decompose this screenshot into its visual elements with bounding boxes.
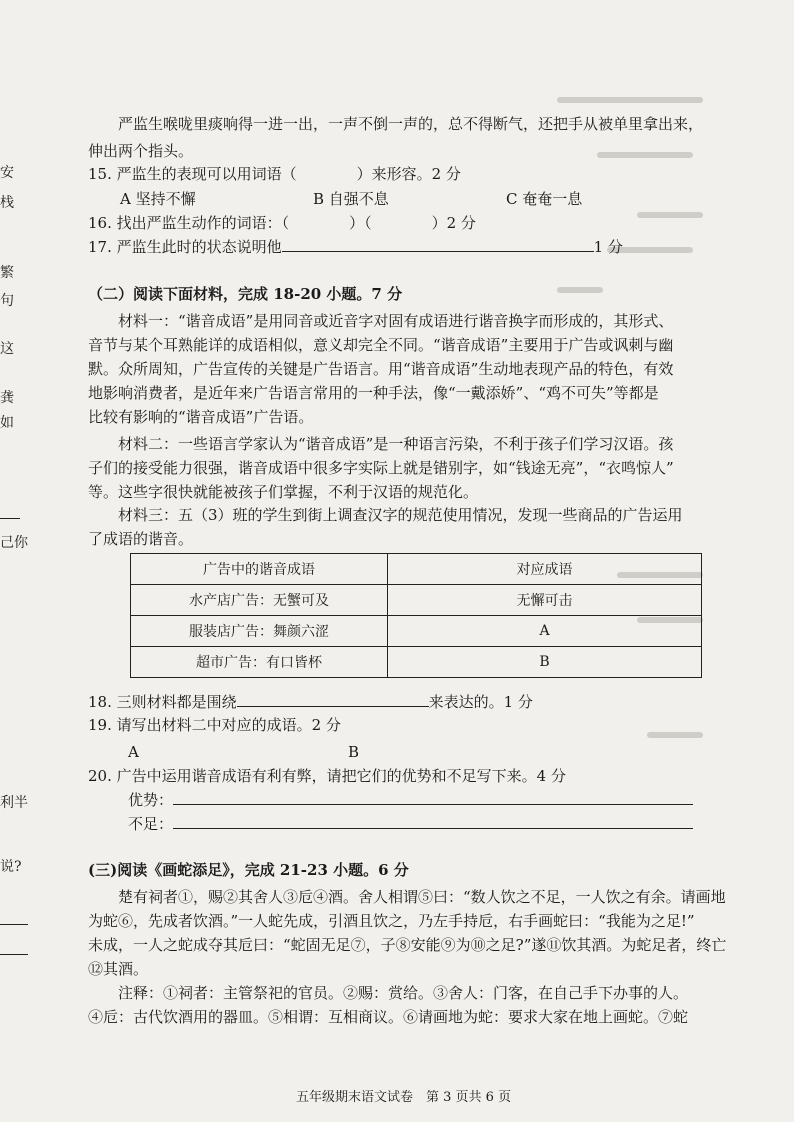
material-2-line: 等。这些字很快就能被孩子们掌握，不利于汉语的规范化。 [88, 483, 479, 501]
passage-line: 伸出两个指头。 [88, 142, 194, 160]
classical-text-line: 为蛇⑥，先成者饮酒。”一人蛇先成，引酒且饮之，乃左手持卮，右手画蛇曰：“我能为之足!” [88, 912, 695, 930]
material-2-line: 子们的接受能力很强，谐音成语中很多字实际上就是错别字，如“钱途无亮”，“衣鸣惊人” [88, 459, 674, 477]
table-cell: 服装店广告：舞颜六涩 [131, 616, 388, 647]
margin-fragment: 龚 [0, 390, 14, 406]
q20-advantage-row [128, 789, 693, 811]
material-2-line: 材料二：一些语言学家认为“谐音成语”是一种语言污染，不利于孩子们学习汉语。孩 [118, 435, 674, 453]
question-20: 20. 广告中运用谐音成语有利有弊，请把它们的优势和不足写下来。4 分 [88, 767, 566, 785]
q18-score: 来表达的。1 分 [428, 693, 533, 711]
material-3-line: 材料三：五（3）班的学生到街上调查汉字的规范使用情况，发现一些商品的广告运用 [118, 506, 683, 524]
notes-line: ④卮：古代饮酒用的器皿。⑤相谓：互相商议。⑥请画地为蛇：要求大家在地上画蛇。⑦蛇 [88, 1008, 689, 1026]
q20-advantage-blank[interactable] [173, 789, 693, 805]
margin-fragment: 说? [0, 859, 22, 875]
material-3-line: 了成语的谐音。 [88, 530, 194, 548]
question-17 [88, 236, 623, 258]
table-row [131, 647, 702, 678]
table-header: 广告中的谐音成语 [131, 554, 388, 585]
material-1-line: 比较有影响的“谐音成语”广告语。 [88, 408, 314, 426]
q15-option-b: B 自强不息 [313, 190, 389, 208]
margin-fragment: 己你 [0, 535, 28, 551]
table-row [131, 616, 702, 647]
q18-prompt: 18. 三则材料都是围绕 [88, 693, 237, 711]
margin-fragment: 安 [0, 165, 14, 181]
table-cell: B [388, 647, 702, 678]
notes-line: 注释：①祠者：主管祭祀的官员。②赐：赏给。③舍人：门客，在自己手下办事的人。 [118, 984, 689, 1002]
q17-answer-blank[interactable] [282, 236, 594, 252]
table-cell: 水产店广告：无蟹可及 [131, 585, 388, 616]
q15-option-c: C 奄奄一息 [506, 190, 583, 208]
material-1-line: 默。众所周知，广告宣传的关键是广告语言。用“谐音成语”生动地表现产品的特色，有效 [88, 360, 674, 378]
q19-blank-a[interactable]: A [128, 743, 139, 761]
question-15: 15. 严监生的表现可以用词语（ ）来形容。2 分 [88, 165, 461, 183]
classical-text-line: ⑫其酒。 [88, 960, 149, 978]
margin-rule [0, 954, 28, 955]
q19-blank-b[interactable]: B [348, 743, 360, 761]
table-header: 对应成语 [388, 554, 702, 585]
advert-idiom-table [130, 553, 702, 678]
margin-fragment: 利半 [0, 795, 28, 811]
table-cell: A [388, 616, 702, 647]
q20-advantage-label: 优势： [128, 791, 174, 809]
margin-fragment: 这 [0, 341, 14, 357]
material-1-line: 音节与某个耳熟能详的成语相似，意义却完全不同。“谐音成语”主要用于广告或讽刺与幽 [88, 336, 674, 354]
margin-fragment: 栈 [0, 195, 14, 211]
passage-line: 严监生喉咙里痰响得一进一出，一声不倒一声的，总不得断气，还把手从被单里拿出来， [118, 115, 704, 133]
classical-text-line: 未成，一人之蛇成夺其卮曰：“蛇固无足⑦，子⑧安能⑨为⑩之足?”遂⑪饮其酒。为蛇足者，终亡 [88, 936, 727, 954]
q20-drawback-blank[interactable] [173, 813, 693, 829]
table-row [131, 585, 702, 616]
material-1-line: 材料一：“谐音成语”是用同音或近音字对固有成语进行谐音换字而形成的，其形式、 [118, 312, 674, 330]
table-cell: 无懈可击 [388, 585, 702, 616]
page-footer: 五年级期末语文试卷 第 3 页共 6 页 [296, 1090, 512, 1105]
q17-score: 1 分 [593, 238, 623, 256]
q18-answer-blank[interactable] [237, 691, 429, 707]
margin-rule [0, 924, 28, 925]
question-16: 16. 找出严监生动作的词语：（ ）（ ）2 分 [88, 214, 476, 232]
q20-drawback-row [128, 813, 693, 835]
material-1-line: 地影响消费者，是近年来广告语言常用的一种手法，像“一戴添娇”、“鸡不可失”等都是 [88, 384, 659, 402]
margin-fragment: 如 [0, 415, 14, 431]
section-3-title: (三)阅读《画蛇添足》，完成 21-23 小题。6 分 [88, 861, 409, 879]
margin-fragment: 繁 [0, 265, 14, 281]
classical-text-line: 楚有祠者①，赐②其舍人③卮④酒。舍人相谓⑤曰：“数人饮之不足，一人饮之有余。请画地 [118, 888, 726, 906]
question-19: 19. 请写出材料二中对应的成语。2 分 [88, 716, 341, 734]
q20-drawback-label: 不足： [128, 815, 174, 833]
table-header-row [131, 554, 702, 585]
margin-fragment: 句 [0, 293, 14, 309]
section-2-title: （二）阅读下面材料，完成 18-20 小题。7 分 [88, 285, 403, 303]
q17-prompt: 17. 严监生此时的状态说明他 [88, 238, 282, 256]
question-18 [88, 691, 533, 713]
q15-option-a: A 坚持不懈 [120, 190, 196, 208]
table-cell: 超市广告：有口皆杯 [131, 647, 388, 678]
margin-rule [0, 518, 20, 519]
